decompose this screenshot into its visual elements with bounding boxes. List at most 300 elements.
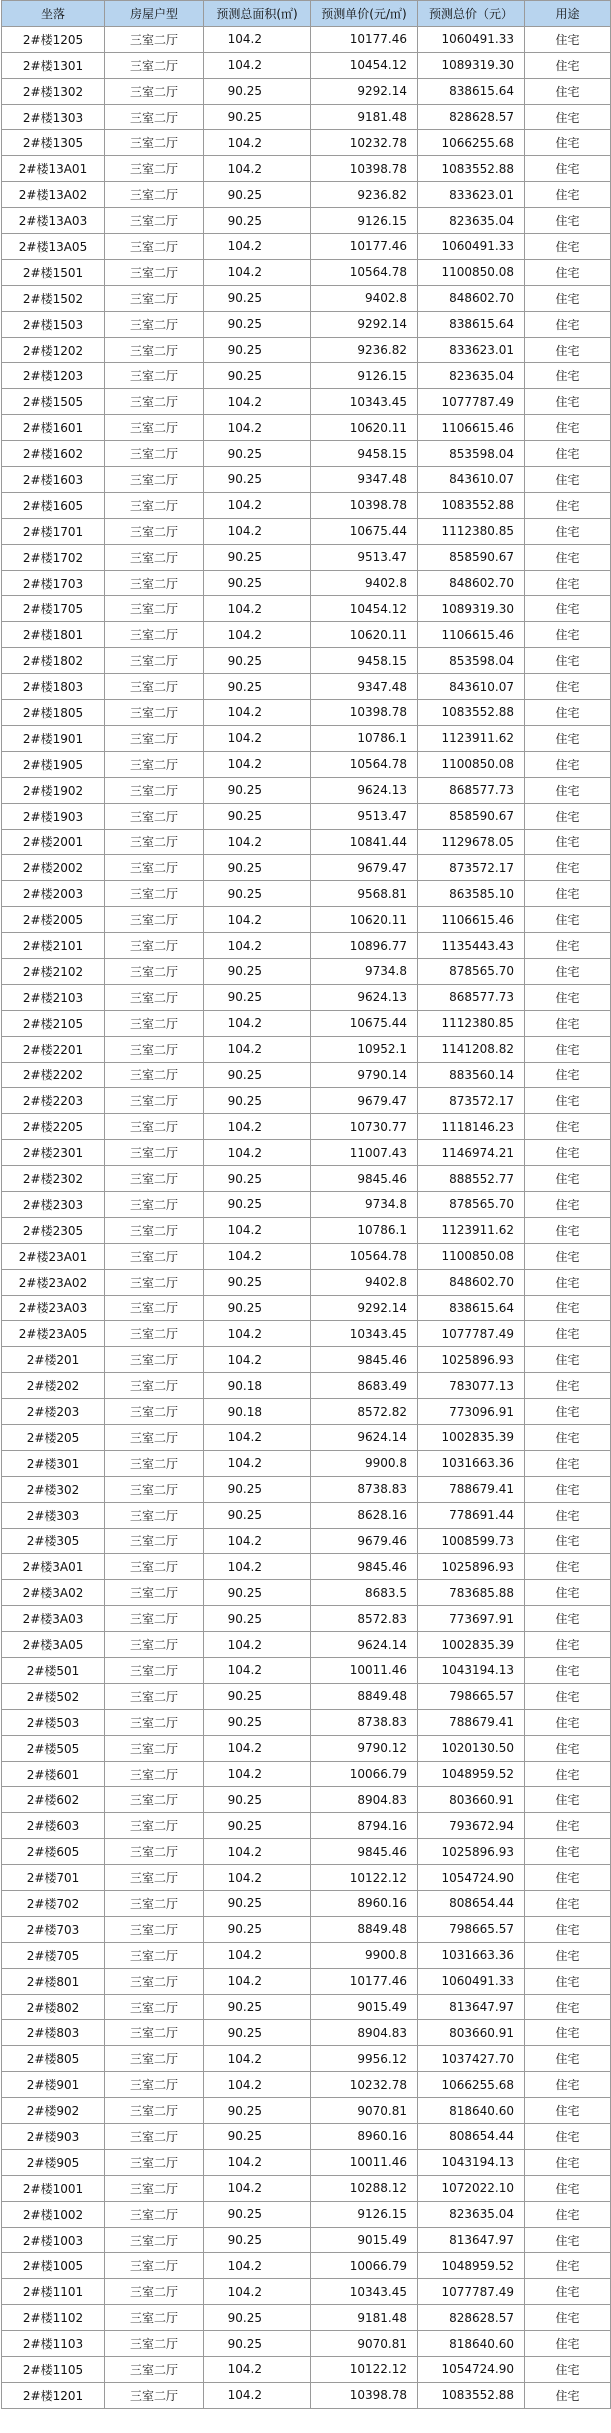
area-cell: 104.2 bbox=[204, 2175, 311, 2201]
layout-cell: 三室二厅 bbox=[105, 1916, 204, 1942]
location-cell: 2#楼201 bbox=[2, 1347, 105, 1373]
usage-cell: 住宅 bbox=[525, 2305, 611, 2331]
unit-price-cell: 9458.15 bbox=[311, 648, 418, 674]
area-cell: 90.25 bbox=[204, 1502, 311, 1528]
usage-cell: 住宅 bbox=[525, 1554, 611, 1580]
location-cell: 2#楼2105 bbox=[2, 1010, 105, 1036]
table-row bbox=[2, 596, 611, 622]
area-cell: 104.2 bbox=[204, 725, 311, 751]
layout-cell: 三室二厅 bbox=[105, 855, 204, 881]
header-location: 坐落 bbox=[2, 1, 105, 27]
total-price-cell: 828628.57 bbox=[418, 104, 525, 130]
location-cell: 2#楼1602 bbox=[2, 441, 105, 467]
table-row bbox=[2, 259, 611, 285]
total-price-cell: 1060491.33 bbox=[418, 1968, 525, 1994]
unit-price-cell: 9236.82 bbox=[311, 337, 418, 363]
layout-cell: 三室二厅 bbox=[105, 1735, 204, 1761]
location-cell: 2#楼13A03 bbox=[2, 208, 105, 234]
total-price-cell: 833623.01 bbox=[418, 182, 525, 208]
location-cell: 2#楼1801 bbox=[2, 622, 105, 648]
table-row bbox=[2, 958, 611, 984]
unit-price-cell: 9402.8 bbox=[311, 1269, 418, 1295]
layout-cell: 三室二厅 bbox=[105, 1606, 204, 1632]
layout-cell: 三室二厅 bbox=[105, 2046, 204, 2072]
table-row bbox=[2, 829, 611, 855]
area-cell: 104.2 bbox=[204, 1217, 311, 1243]
unit-price-cell: 9790.14 bbox=[311, 1062, 418, 1088]
layout-cell: 三室二厅 bbox=[105, 751, 204, 777]
location-cell: 2#楼1605 bbox=[2, 492, 105, 518]
layout-cell: 三室二厅 bbox=[105, 622, 204, 648]
usage-cell: 住宅 bbox=[525, 1010, 611, 1036]
area-cell: 90.25 bbox=[204, 311, 311, 337]
table-row bbox=[2, 777, 611, 803]
location-cell: 2#楼2003 bbox=[2, 881, 105, 907]
total-price-cell: 1135443.43 bbox=[418, 933, 525, 959]
total-price-cell: 818640.60 bbox=[418, 2331, 525, 2357]
table-row bbox=[2, 1036, 611, 1062]
total-price-cell: 1146974.21 bbox=[418, 1140, 525, 1166]
table-row bbox=[2, 2149, 611, 2175]
unit-price-cell: 10952.1 bbox=[311, 1036, 418, 1062]
table-row bbox=[2, 1735, 611, 1761]
table-row bbox=[2, 1269, 611, 1295]
layout-cell: 三室二厅 bbox=[105, 208, 204, 234]
unit-price-cell: 10398.78 bbox=[311, 2382, 418, 2408]
table-row bbox=[2, 855, 611, 881]
area-cell: 104.2 bbox=[204, 1554, 311, 1580]
location-cell: 2#楼1105 bbox=[2, 2357, 105, 2383]
area-cell: 90.25 bbox=[204, 1062, 311, 1088]
total-price-cell: 1060491.33 bbox=[418, 234, 525, 260]
layout-cell: 三室二厅 bbox=[105, 1632, 204, 1658]
usage-cell: 住宅 bbox=[525, 2149, 611, 2175]
total-price-cell: 1123911.62 bbox=[418, 1217, 525, 1243]
area-cell: 104.2 bbox=[204, 2253, 311, 2279]
area-cell: 90.25 bbox=[204, 984, 311, 1010]
total-price-cell: 1048959.52 bbox=[418, 1761, 525, 1787]
unit-price-cell: 10343.45 bbox=[311, 1321, 418, 1347]
layout-cell: 三室二厅 bbox=[105, 958, 204, 984]
usage-cell: 住宅 bbox=[525, 1891, 611, 1917]
total-price-cell: 873572.17 bbox=[418, 855, 525, 881]
location-cell: 2#楼2303 bbox=[2, 1191, 105, 1217]
location-cell: 2#楼2305 bbox=[2, 1217, 105, 1243]
total-price-cell: 858590.67 bbox=[418, 803, 525, 829]
usage-cell: 住宅 bbox=[525, 363, 611, 389]
location-cell: 2#楼801 bbox=[2, 1968, 105, 1994]
layout-cell: 三室二厅 bbox=[105, 518, 204, 544]
location-cell: 2#楼2102 bbox=[2, 958, 105, 984]
usage-cell: 住宅 bbox=[525, 1683, 611, 1709]
layout-cell: 三室二厅 bbox=[105, 78, 204, 104]
layout-cell: 三室二厅 bbox=[105, 2072, 204, 2098]
location-cell: 2#楼602 bbox=[2, 1787, 105, 1813]
area-cell: 90.25 bbox=[204, 1580, 311, 1606]
location-cell: 2#楼2203 bbox=[2, 1088, 105, 1114]
layout-cell: 三室二厅 bbox=[105, 1424, 204, 1450]
layout-cell: 三室二厅 bbox=[105, 104, 204, 130]
layout-cell: 三室二厅 bbox=[105, 467, 204, 493]
table-row bbox=[2, 1450, 611, 1476]
layout-cell: 三室二厅 bbox=[105, 2279, 204, 2305]
location-cell: 2#楼903 bbox=[2, 2124, 105, 2150]
table-row bbox=[2, 52, 611, 78]
total-price-cell: 883560.14 bbox=[418, 1062, 525, 1088]
location-cell: 2#楼1201 bbox=[2, 2382, 105, 2408]
unit-price-cell: 10620.11 bbox=[311, 907, 418, 933]
total-price-cell: 1037427.70 bbox=[418, 2046, 525, 2072]
layout-cell: 三室二厅 bbox=[105, 1450, 204, 1476]
area-cell: 104.2 bbox=[204, 2279, 311, 2305]
usage-cell: 住宅 bbox=[525, 1580, 611, 1606]
layout-cell: 三室二厅 bbox=[105, 829, 204, 855]
table-row bbox=[2, 363, 611, 389]
table-row bbox=[2, 725, 611, 751]
total-price-cell: 1025896.93 bbox=[418, 1347, 525, 1373]
total-price-cell: 808654.44 bbox=[418, 2124, 525, 2150]
table-row bbox=[2, 2357, 611, 2383]
unit-price-cell: 8849.48 bbox=[311, 1683, 418, 1709]
total-price-cell: 833623.01 bbox=[418, 337, 525, 363]
usage-cell: 住宅 bbox=[525, 1839, 611, 1865]
area-cell: 104.2 bbox=[204, 1424, 311, 1450]
table-row bbox=[2, 441, 611, 467]
layout-cell: 三室二厅 bbox=[105, 1191, 204, 1217]
area-cell: 90.25 bbox=[204, 182, 311, 208]
unit-price-cell: 9845.46 bbox=[311, 1839, 418, 1865]
area-cell: 104.2 bbox=[204, 2149, 311, 2175]
usage-cell: 住宅 bbox=[525, 2072, 611, 2098]
area-cell: 104.2 bbox=[204, 1865, 311, 1891]
layout-cell: 三室二厅 bbox=[105, 1942, 204, 1968]
table-row bbox=[2, 1606, 611, 1632]
table-row bbox=[2, 1295, 611, 1321]
location-cell: 2#楼205 bbox=[2, 1424, 105, 1450]
unit-price-cell: 10675.44 bbox=[311, 518, 418, 544]
unit-price-cell: 9070.81 bbox=[311, 2098, 418, 2124]
usage-cell: 住宅 bbox=[525, 1502, 611, 1528]
layout-cell: 三室二厅 bbox=[105, 2382, 204, 2408]
usage-cell: 住宅 bbox=[525, 389, 611, 415]
location-cell: 2#楼203 bbox=[2, 1399, 105, 1425]
unit-price-cell: 10122.12 bbox=[311, 2357, 418, 2383]
location-cell: 2#楼1505 bbox=[2, 389, 105, 415]
unit-price-cell: 9624.13 bbox=[311, 984, 418, 1010]
area-cell: 90.25 bbox=[204, 803, 311, 829]
layout-cell: 三室二厅 bbox=[105, 337, 204, 363]
total-price-cell: 863585.10 bbox=[418, 881, 525, 907]
table-row bbox=[2, 337, 611, 363]
layout-cell: 三室二厅 bbox=[105, 1528, 204, 1554]
total-price-cell: 848602.70 bbox=[418, 570, 525, 596]
area-cell: 104.2 bbox=[204, 622, 311, 648]
layout-cell: 三室二厅 bbox=[105, 570, 204, 596]
location-cell: 2#楼1002 bbox=[2, 2201, 105, 2227]
usage-cell: 住宅 bbox=[525, 1295, 611, 1321]
unit-price-cell: 8572.83 bbox=[311, 1606, 418, 1632]
usage-cell: 住宅 bbox=[525, 2253, 611, 2279]
area-cell: 104.2 bbox=[204, 1114, 311, 1140]
total-price-cell: 808654.44 bbox=[418, 1891, 525, 1917]
layout-cell: 三室二厅 bbox=[105, 1761, 204, 1787]
layout-cell: 三室二厅 bbox=[105, 1217, 204, 1243]
area-cell: 104.2 bbox=[204, 596, 311, 622]
unit-price-cell: 9015.49 bbox=[311, 1994, 418, 2020]
total-price-cell: 1066255.68 bbox=[418, 130, 525, 156]
unit-price-cell: 8738.83 bbox=[311, 1476, 418, 1502]
usage-cell: 住宅 bbox=[525, 700, 611, 726]
usage-cell: 住宅 bbox=[525, 1166, 611, 1192]
layout-cell: 三室二厅 bbox=[105, 1295, 204, 1321]
table-row bbox=[2, 544, 611, 570]
area-cell: 90.25 bbox=[204, 78, 311, 104]
area-cell: 90.25 bbox=[204, 2020, 311, 2046]
table-row bbox=[2, 2382, 611, 2408]
location-cell: 2#楼1003 bbox=[2, 2227, 105, 2253]
location-cell: 2#楼1603 bbox=[2, 467, 105, 493]
header-area: 预测总面积(㎡) bbox=[204, 1, 311, 27]
usage-cell: 住宅 bbox=[525, 1269, 611, 1295]
location-cell: 2#楼2101 bbox=[2, 933, 105, 959]
unit-price-cell: 9458.15 bbox=[311, 441, 418, 467]
unit-price-cell: 10620.11 bbox=[311, 622, 418, 648]
usage-cell: 住宅 bbox=[525, 933, 611, 959]
area-cell: 90.25 bbox=[204, 2227, 311, 2253]
unit-price-cell: 8849.48 bbox=[311, 1916, 418, 1942]
area-cell: 90.25 bbox=[204, 1088, 311, 1114]
location-cell: 2#楼1901 bbox=[2, 725, 105, 751]
layout-cell: 三室二厅 bbox=[105, 700, 204, 726]
area-cell: 90.25 bbox=[204, 337, 311, 363]
table-row bbox=[2, 2098, 611, 2124]
unit-price-cell: 10454.12 bbox=[311, 52, 418, 78]
layout-cell: 三室二厅 bbox=[105, 26, 204, 52]
total-price-cell: 778691.44 bbox=[418, 1502, 525, 1528]
location-cell: 2#楼901 bbox=[2, 2072, 105, 2098]
location-cell: 2#楼702 bbox=[2, 1891, 105, 1917]
usage-cell: 住宅 bbox=[525, 725, 611, 751]
total-price-cell: 783685.88 bbox=[418, 1580, 525, 1606]
layout-cell: 三室二厅 bbox=[105, 544, 204, 570]
usage-cell: 住宅 bbox=[525, 1735, 611, 1761]
total-price-cell: 1083552.88 bbox=[418, 700, 525, 726]
total-price-cell: 1002835.39 bbox=[418, 1424, 525, 1450]
table-row bbox=[2, 156, 611, 182]
layout-cell: 三室二厅 bbox=[105, 156, 204, 182]
table-row bbox=[2, 1191, 611, 1217]
table-header-row bbox=[2, 1, 611, 27]
header-unit-price: 预测单价(元/㎡) bbox=[311, 1, 418, 27]
usage-cell: 住宅 bbox=[525, 1916, 611, 1942]
layout-cell: 三室二厅 bbox=[105, 1347, 204, 1373]
area-cell: 90.25 bbox=[204, 648, 311, 674]
price-table bbox=[1, 0, 611, 2409]
table-row bbox=[2, 674, 611, 700]
location-cell: 2#楼705 bbox=[2, 1942, 105, 1968]
unit-price-cell: 9126.15 bbox=[311, 2201, 418, 2227]
total-price-cell: 1100850.08 bbox=[418, 751, 525, 777]
usage-cell: 住宅 bbox=[525, 285, 611, 311]
table-row bbox=[2, 1658, 611, 1684]
area-cell: 90.25 bbox=[204, 285, 311, 311]
usage-cell: 住宅 bbox=[525, 1321, 611, 1347]
total-price-cell: 1025896.93 bbox=[418, 1839, 525, 1865]
location-cell: 2#楼1005 bbox=[2, 2253, 105, 2279]
table-row bbox=[2, 1916, 611, 1942]
location-cell: 2#楼202 bbox=[2, 1373, 105, 1399]
unit-price-cell: 9845.46 bbox=[311, 1166, 418, 1192]
layout-cell: 三室二厅 bbox=[105, 2149, 204, 2175]
location-cell: 2#楼1503 bbox=[2, 311, 105, 337]
location-cell: 2#楼1702 bbox=[2, 544, 105, 570]
table-row bbox=[2, 208, 611, 234]
layout-cell: 三室二厅 bbox=[105, 285, 204, 311]
usage-cell: 住宅 bbox=[525, 2046, 611, 2072]
area-cell: 104.2 bbox=[204, 933, 311, 959]
unit-price-cell: 10011.46 bbox=[311, 1658, 418, 1684]
total-price-cell: 803660.91 bbox=[418, 1787, 525, 1813]
table-row bbox=[2, 130, 611, 156]
layout-cell: 三室二厅 bbox=[105, 1683, 204, 1709]
location-cell: 2#楼1502 bbox=[2, 285, 105, 311]
area-cell: 104.2 bbox=[204, 907, 311, 933]
area-cell: 90.25 bbox=[204, 2305, 311, 2331]
total-price-cell: 848602.70 bbox=[418, 285, 525, 311]
layout-cell: 三室二厅 bbox=[105, 1891, 204, 1917]
total-price-cell: 858590.67 bbox=[418, 544, 525, 570]
usage-cell: 住宅 bbox=[525, 182, 611, 208]
table-row bbox=[2, 803, 611, 829]
location-cell: 2#楼3A05 bbox=[2, 1632, 105, 1658]
area-cell: 104.2 bbox=[204, 518, 311, 544]
table-row bbox=[2, 1502, 611, 1528]
table-row bbox=[2, 2331, 611, 2357]
unit-price-cell: 9015.49 bbox=[311, 2227, 418, 2253]
table-row bbox=[2, 1580, 611, 1606]
table-row bbox=[2, 1088, 611, 1114]
header-usage: 用途 bbox=[525, 1, 611, 27]
unit-price-cell: 9292.14 bbox=[311, 78, 418, 104]
unit-price-cell: 8904.83 bbox=[311, 1787, 418, 1813]
total-price-cell: 843610.07 bbox=[418, 467, 525, 493]
layout-cell: 三室二厅 bbox=[105, 1166, 204, 1192]
unit-price-cell: 9679.47 bbox=[311, 855, 418, 881]
usage-cell: 住宅 bbox=[525, 1632, 611, 1658]
total-price-cell: 868577.73 bbox=[418, 777, 525, 803]
total-price-cell: 773096.91 bbox=[418, 1399, 525, 1425]
unit-price-cell: 9236.82 bbox=[311, 182, 418, 208]
total-price-cell: 1020130.50 bbox=[418, 1735, 525, 1761]
table-row bbox=[2, 1942, 611, 1968]
location-cell: 2#楼803 bbox=[2, 2020, 105, 2046]
table-row bbox=[2, 984, 611, 1010]
usage-cell: 住宅 bbox=[525, 26, 611, 52]
area-cell: 90.25 bbox=[204, 1891, 311, 1917]
total-price-cell: 813647.97 bbox=[418, 2227, 525, 2253]
unit-price-cell: 9181.48 bbox=[311, 104, 418, 130]
total-price-cell: 1141208.82 bbox=[418, 1036, 525, 1062]
location-cell: 2#楼502 bbox=[2, 1683, 105, 1709]
total-price-cell: 1083552.88 bbox=[418, 492, 525, 518]
usage-cell: 住宅 bbox=[525, 2227, 611, 2253]
area-cell: 90.25 bbox=[204, 1269, 311, 1295]
total-price-cell: 798665.57 bbox=[418, 1916, 525, 1942]
unit-price-cell: 10177.46 bbox=[311, 26, 418, 52]
total-price-cell: 1077787.49 bbox=[418, 389, 525, 415]
total-price-cell: 1072022.10 bbox=[418, 2175, 525, 2201]
table-row bbox=[2, 1114, 611, 1140]
unit-price-cell: 9624.14 bbox=[311, 1424, 418, 1450]
usage-cell: 住宅 bbox=[525, 52, 611, 78]
usage-cell: 住宅 bbox=[525, 311, 611, 337]
unit-price-cell: 8738.83 bbox=[311, 1709, 418, 1735]
unit-price-cell: 11007.43 bbox=[311, 1140, 418, 1166]
area-cell: 90.25 bbox=[204, 1916, 311, 1942]
unit-price-cell: 8683.5 bbox=[311, 1580, 418, 1606]
table-row bbox=[2, 570, 611, 596]
usage-cell: 住宅 bbox=[525, 467, 611, 493]
table-row bbox=[2, 1994, 611, 2020]
usage-cell: 住宅 bbox=[525, 2382, 611, 2408]
table-row bbox=[2, 285, 611, 311]
unit-price-cell: 8628.16 bbox=[311, 1502, 418, 1528]
total-price-cell: 1129678.05 bbox=[418, 829, 525, 855]
unit-price-cell: 10177.46 bbox=[311, 1968, 418, 1994]
total-price-cell: 1077787.49 bbox=[418, 1321, 525, 1347]
unit-price-cell: 9513.47 bbox=[311, 803, 418, 829]
layout-cell: 三室二厅 bbox=[105, 130, 204, 156]
unit-price-cell: 9734.8 bbox=[311, 958, 418, 984]
area-cell: 104.2 bbox=[204, 415, 311, 441]
total-price-cell: 1089319.30 bbox=[418, 596, 525, 622]
layout-cell: 三室二厅 bbox=[105, 363, 204, 389]
area-cell: 104.2 bbox=[204, 156, 311, 182]
location-cell: 2#楼703 bbox=[2, 1916, 105, 1942]
location-cell: 2#楼2002 bbox=[2, 855, 105, 881]
total-price-cell: 1083552.88 bbox=[418, 2382, 525, 2408]
total-price-cell: 1089319.30 bbox=[418, 52, 525, 78]
layout-cell: 三室二厅 bbox=[105, 2305, 204, 2331]
unit-price-cell: 8904.83 bbox=[311, 2020, 418, 2046]
table-row bbox=[2, 26, 611, 52]
total-price-cell: 823635.04 bbox=[418, 363, 525, 389]
area-cell: 90.25 bbox=[204, 2201, 311, 2227]
unit-price-cell: 9845.46 bbox=[311, 1347, 418, 1373]
layout-cell: 三室二厅 bbox=[105, 725, 204, 751]
layout-cell: 三室二厅 bbox=[105, 1865, 204, 1891]
location-cell: 2#楼301 bbox=[2, 1450, 105, 1476]
unit-price-cell: 9402.8 bbox=[311, 570, 418, 596]
area-cell: 90.25 bbox=[204, 855, 311, 881]
location-cell: 2#楼2103 bbox=[2, 984, 105, 1010]
area-cell: 104.2 bbox=[204, 492, 311, 518]
layout-cell: 三室二厅 bbox=[105, 1036, 204, 1062]
layout-cell: 三室二厅 bbox=[105, 1243, 204, 1269]
area-cell: 104.2 bbox=[204, 2072, 311, 2098]
usage-cell: 住宅 bbox=[525, 1062, 611, 1088]
area-cell: 90.25 bbox=[204, 467, 311, 493]
unit-price-cell: 8572.82 bbox=[311, 1399, 418, 1425]
table-row bbox=[2, 2124, 611, 2150]
area-cell: 90.25 bbox=[204, 363, 311, 389]
table-row bbox=[2, 2175, 611, 2201]
unit-price-cell: 8683.49 bbox=[311, 1373, 418, 1399]
total-price-cell: 848602.70 bbox=[418, 1269, 525, 1295]
usage-cell: 住宅 bbox=[525, 1243, 611, 1269]
total-price-cell: 1106615.46 bbox=[418, 622, 525, 648]
area-cell: 90.25 bbox=[204, 958, 311, 984]
